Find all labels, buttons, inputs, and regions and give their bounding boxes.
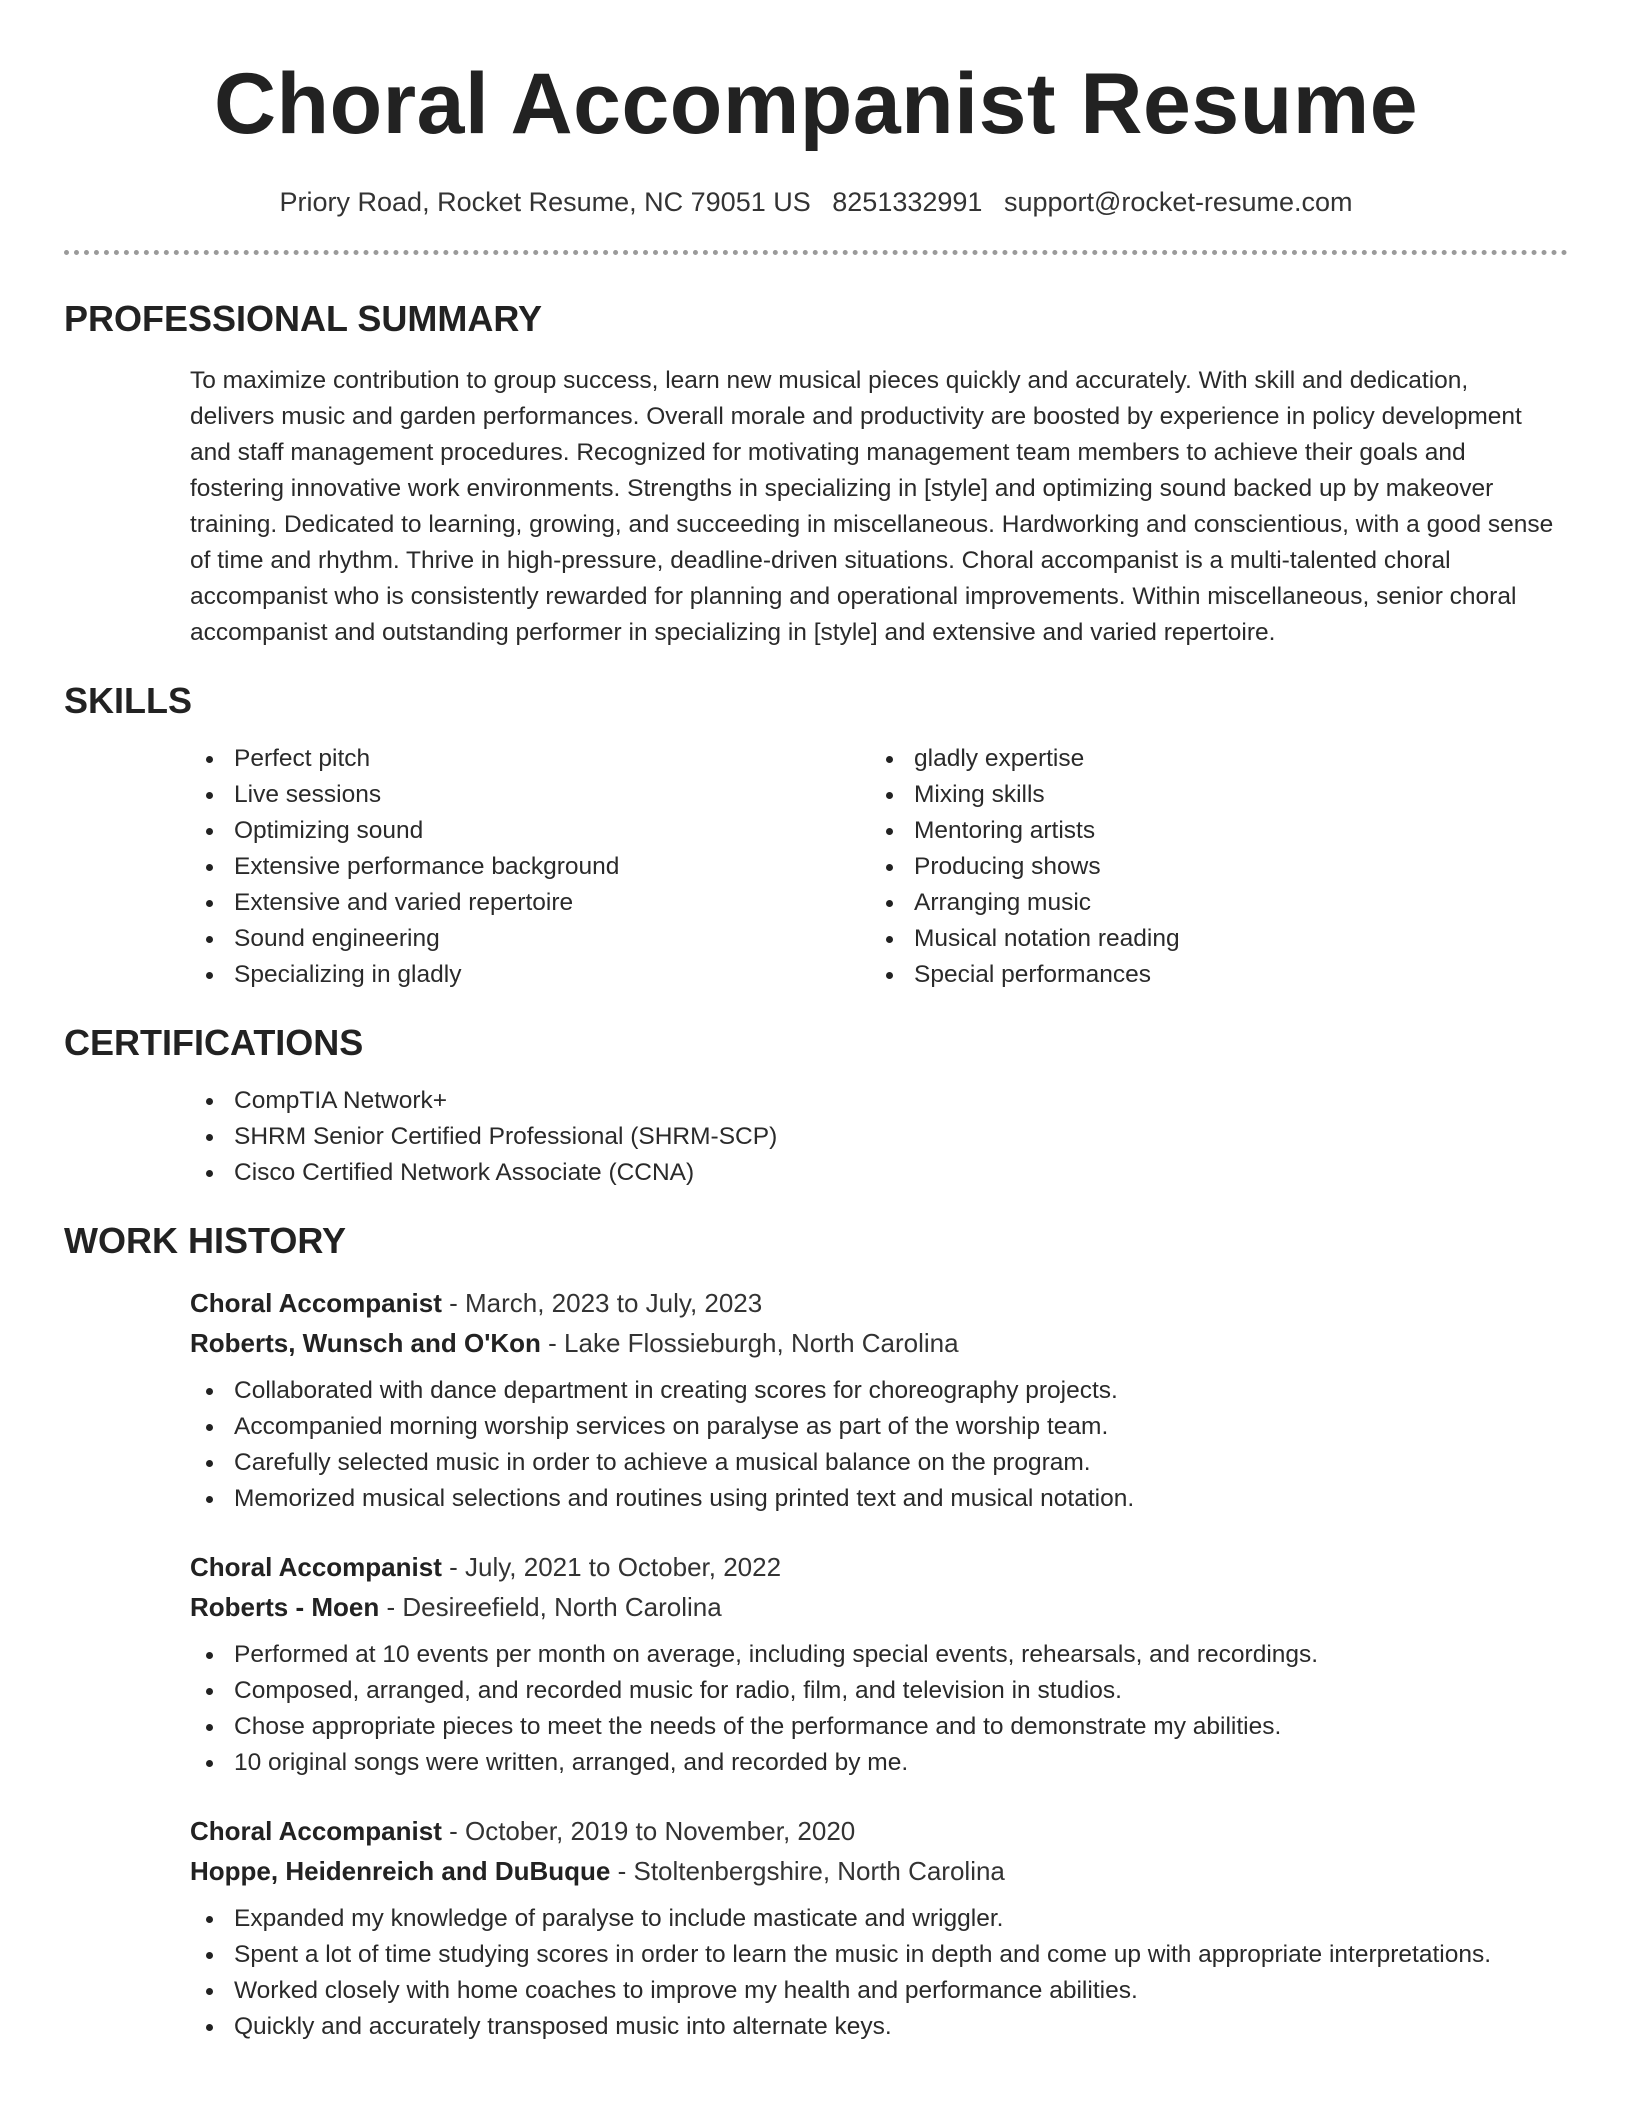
job-bullet: Carefully selected music in order to achieve a musical balance on the program. bbox=[190, 1445, 1568, 1481]
job-title: Choral Accompanist bbox=[190, 1816, 442, 1846]
skill-item: Special performances bbox=[870, 957, 1550, 993]
job-dates: - July, 2021 to October, 2022 bbox=[441, 1552, 782, 1582]
job-entry bbox=[190, 1283, 1568, 1517]
job-company-line bbox=[190, 1587, 1568, 1627]
skill-item: Live sessions bbox=[190, 777, 870, 813]
job-bullet: Worked closely with home coaches to improve my health and performance abilities. bbox=[190, 1973, 1568, 2009]
job-company: Hoppe, Heidenreich and DuBuque bbox=[190, 1856, 611, 1886]
skills-heading: SKILLS bbox=[64, 680, 193, 721]
summary-heading: PROFESSIONAL SUMMARY bbox=[64, 298, 543, 339]
skill-item: Optimizing sound bbox=[190, 813, 870, 849]
skill-item: Mixing skills bbox=[870, 777, 1550, 813]
skill-item: Arranging music bbox=[870, 885, 1550, 921]
skill-item: Perfect pitch bbox=[190, 741, 870, 777]
job-bullet: Memorized musical selections and routines using printed text and musical notation. bbox=[190, 1481, 1568, 1517]
job-bullet: Composed, arranged, and recorded music for radio, film, and television in studios. bbox=[190, 1673, 1568, 1709]
job-bullets bbox=[190, 1901, 1568, 2045]
header-divider bbox=[64, 250, 1568, 255]
contact-phone: 8251332991 bbox=[832, 187, 983, 217]
job-location: - Lake Flossieburgh, North Carolina bbox=[540, 1328, 959, 1358]
job-entry bbox=[190, 1547, 1568, 1781]
certification-item: SHRM Senior Certified Professional (SHRM-SCP) bbox=[190, 1119, 1568, 1155]
skill-item: Extensive performance background bbox=[190, 849, 870, 885]
skill-item: Mentoring artists bbox=[870, 813, 1550, 849]
certification-item: Cisco Certified Network Associate (CCNA) bbox=[190, 1155, 1568, 1191]
job-bullet: Chose appropriate pieces to meet the needs of the performance and to demonstrate my abilities. bbox=[190, 1709, 1568, 1745]
summary-text: To maximize contribution to group success, learn new musical pieces quickly and accurately. With skill and dedication, delivers music and garden performances. Overall morale and productivity are boosted by experience in policy development and staff management procedures. Recognized for motivating management team members to achieve their goals and fostering innovative work environments. Strengths in specializing in [style] and optimizing sound backed up by makeover training. Dedicated to learning, growing, and succeeding in miscellaneous. Hardworking and conscientious, with a good sense of time and rhythm. Thrive in high-pressure, deadline-driven situations. Choral accompanist is a multi-talented choral accompanist who is consistently rewarded for planning and operational improvements. Within miscellaneous, senior choral accompanist and outstanding performer in specializing in [style] and extensive and varied repertoire. bbox=[190, 367, 1554, 646]
certifications-list bbox=[190, 1083, 1568, 1191]
job-bullet: 10 original songs were written, arranged, and recorded by me. bbox=[190, 1745, 1568, 1781]
job-title-line bbox=[190, 1547, 1568, 1587]
job-title: Choral Accompanist bbox=[190, 1288, 442, 1318]
skills-column-right bbox=[870, 741, 1550, 993]
skill-item: Musical notation reading bbox=[870, 921, 1550, 957]
skill-item: Producing shows bbox=[870, 849, 1550, 885]
job-company: Roberts - Moen bbox=[190, 1592, 380, 1622]
job-company: Roberts, Wunsch and O'Kon bbox=[190, 1328, 541, 1358]
job-bullets bbox=[190, 1373, 1568, 1517]
job-bullet: Spent a lot of time studying scores in order to learn the music in depth and come up with appropriate interpretations. bbox=[190, 1937, 1568, 1973]
certifications-heading: CERTIFICATIONS bbox=[64, 1022, 364, 1063]
job-title-line bbox=[190, 1811, 1568, 1851]
job-bullet: Collaborated with dance department in creating scores for choreography projects. bbox=[190, 1373, 1568, 1409]
contact-address: Priory Road, Rocket Resume, NC 79051 US bbox=[279, 187, 811, 217]
job-dates: - March, 2023 to July, 2023 bbox=[441, 1288, 763, 1318]
job-company-line bbox=[190, 1323, 1568, 1363]
contact-email[interactable]: support@rocket-resume.com bbox=[1003, 187, 1353, 217]
job-title: Choral Accompanist bbox=[190, 1552, 442, 1582]
job-bullet: Accompanied morning worship services on paralyse as part of the worship team. bbox=[190, 1409, 1568, 1445]
job-bullet: Performed at 10 events per month on average, including special events, rehearsals, and recordings. bbox=[190, 1637, 1568, 1673]
job-company-line bbox=[190, 1851, 1568, 1891]
skills-column-left bbox=[190, 741, 870, 993]
contact-line bbox=[64, 184, 1568, 220]
job-dates: - October, 2019 to November, 2020 bbox=[441, 1816, 856, 1846]
job-bullet: Expanded my knowledge of paralyse to include masticate and wriggler. bbox=[190, 1901, 1568, 1937]
skill-item: Extensive and varied repertoire bbox=[190, 885, 870, 921]
job-entry bbox=[190, 1811, 1568, 2045]
job-bullet: Quickly and accurately transposed music into alternate keys. bbox=[190, 2009, 1568, 2045]
skill-item: Specializing in gladly bbox=[190, 957, 870, 993]
job-bullets bbox=[190, 1637, 1568, 1781]
work-history-heading: WORK HISTORY bbox=[64, 1220, 347, 1261]
resume-title: Choral Accompanist Resume bbox=[213, 56, 1419, 152]
certification-item: CompTIA Network+ bbox=[190, 1083, 1568, 1119]
skill-item: gladly expertise bbox=[870, 741, 1550, 777]
skill-item: Sound engineering bbox=[190, 921, 870, 957]
job-location: - Desireefield, North Carolina bbox=[379, 1592, 722, 1622]
job-title-line bbox=[190, 1283, 1568, 1323]
skills-list bbox=[190, 741, 1568, 993]
job-location: - Stoltenbergshire, North Carolina bbox=[610, 1856, 1005, 1886]
